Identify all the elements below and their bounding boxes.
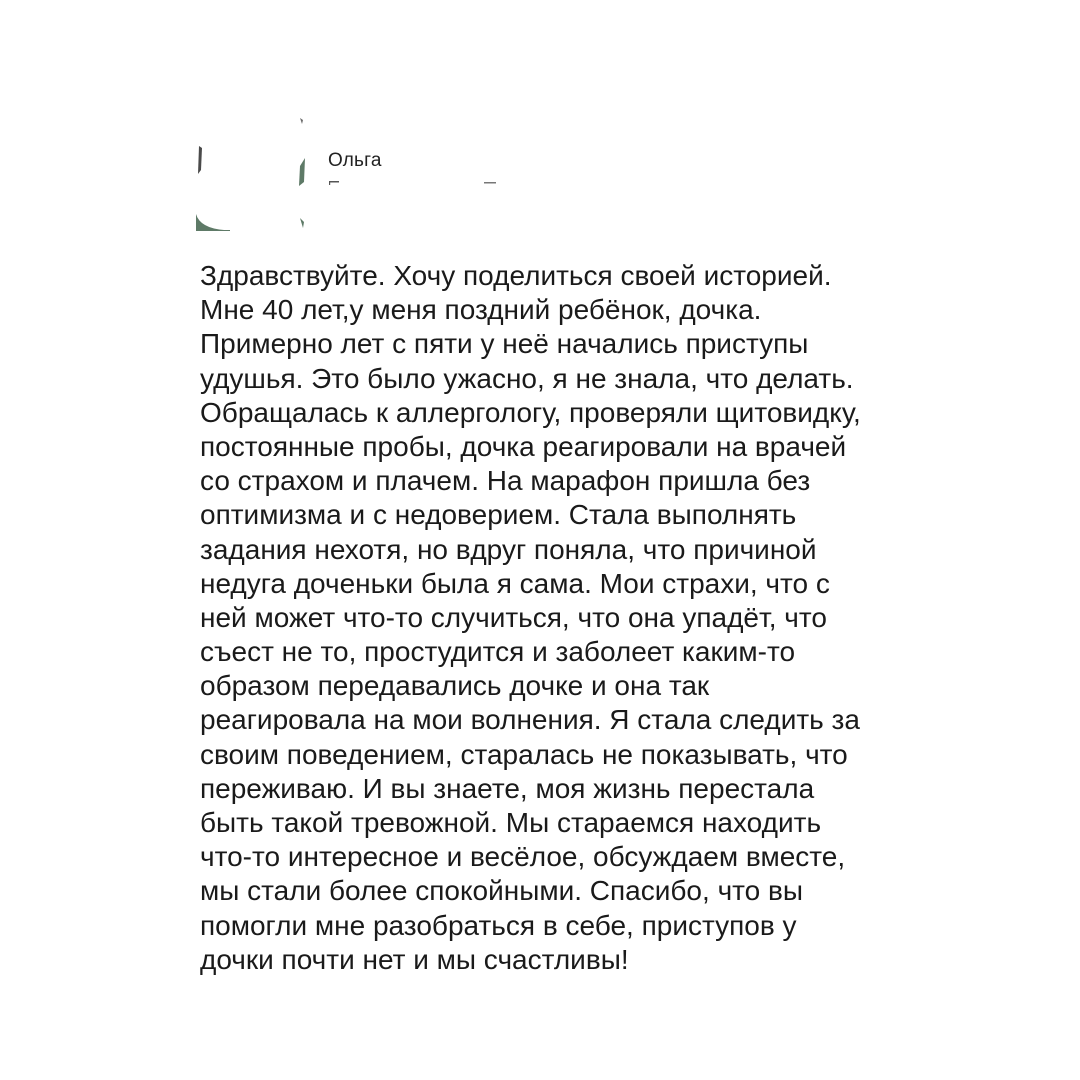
cropped-profile-photo-icon bbox=[196, 118, 308, 234]
author-name[interactable]: Ольга bbox=[328, 150, 382, 171]
message-line: постоянные пробы, дочка реагировали на врачей bbox=[200, 430, 847, 462]
message-line: Мне 40 лет,у меня поздний ребёнок, дочка. bbox=[200, 294, 762, 326]
message-line: Обращалась к аллергологу, проверяли щитовидку, bbox=[200, 396, 861, 428]
message-line: съест не то, простудится и заболеет каким-то bbox=[200, 636, 796, 668]
message-line: Здравствуйте. Хочу поделиться своей историей. bbox=[200, 260, 832, 291]
message-line: задания нехотя, но вдруг поняла, что причиной bbox=[200, 533, 817, 565]
message-line: что-то интересное и весёлое, обсуждаем вместе, bbox=[200, 841, 846, 873]
message-line: реагировала на мои волнения. Я стала следить за bbox=[200, 704, 860, 736]
message-line: недуга доченьки была я сама. Мои страхи, что с bbox=[200, 567, 830, 599]
message-line: дочки почти нет и мы счастливы! bbox=[200, 943, 629, 975]
message-line: своим поведением, старалась не показывать, что bbox=[200, 738, 848, 770]
message-line: ней может что-то случиться, что она упадёт, что bbox=[200, 601, 827, 633]
testimonial-message bbox=[200, 259, 900, 977]
message-line: оптимизма и с недоверием. Стала выполнять bbox=[200, 499, 797, 531]
message-line: образом передавались дочке и она так bbox=[200, 670, 710, 702]
message-line: помогли мне разобраться в себе, приступов у bbox=[200, 909, 797, 941]
message-line: быть такой тревожной. Мы стараемся находить bbox=[200, 807, 822, 838]
avatar[interactable] bbox=[196, 118, 308, 234]
message-line: со страхом и плачем. На марафон пришла без bbox=[200, 465, 811, 497]
message-line: удушья. Это было ужасно, я не знала, что делать. bbox=[200, 362, 854, 394]
redacted-meta-line bbox=[328, 180, 498, 186]
message-line: Примерно лет с пяти у неё начались приступы bbox=[200, 328, 809, 360]
message-line: мы стали более спокойными. Спасибо, что вы bbox=[200, 875, 804, 907]
message-line: переживаю. И вы знаете, моя жизнь перестала bbox=[200, 772, 815, 804]
